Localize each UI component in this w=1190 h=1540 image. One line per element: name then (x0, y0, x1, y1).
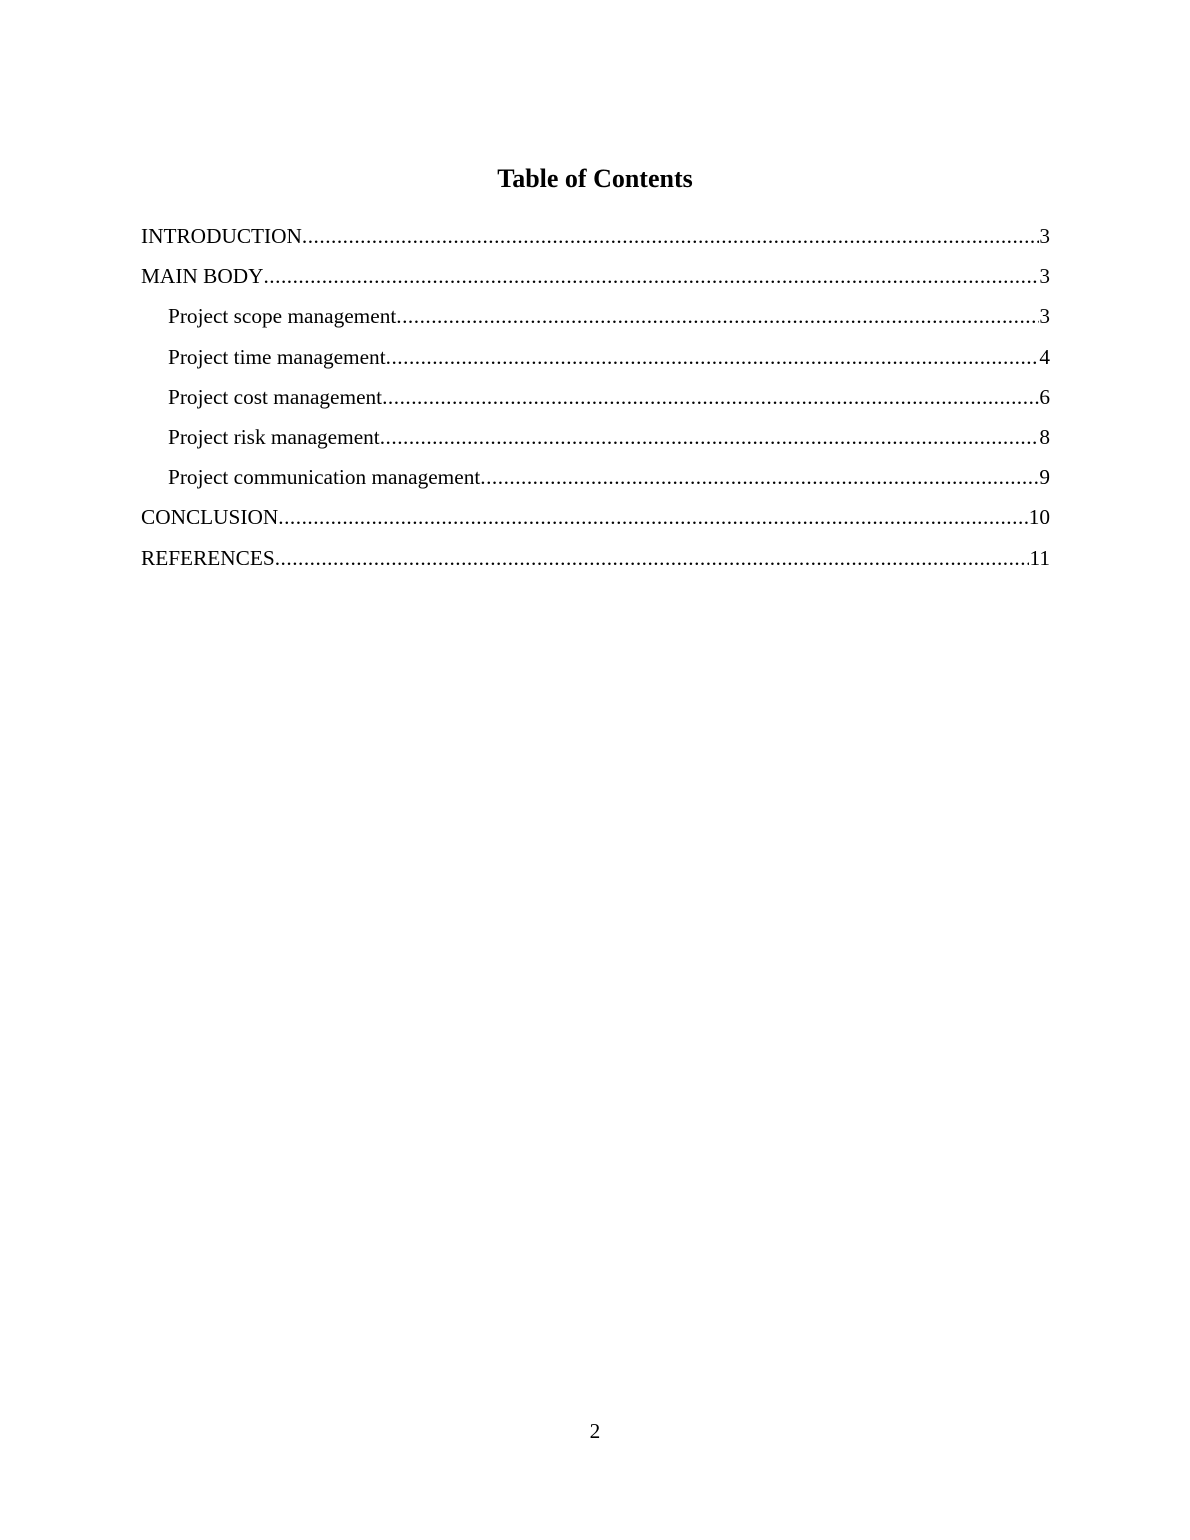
toc-entry-label: INTRODUCTION (141, 224, 302, 248)
toc-entry-page: 11 (1029, 545, 1050, 570)
toc-dot-leader (386, 341, 1040, 373)
toc-entry-page: 8 (1039, 424, 1050, 449)
toc-entry-page: 3 (1039, 224, 1050, 248)
toc-entry-project-time-management[interactable] (141, 341, 1050, 381)
toc-entry-conclusion[interactable] (141, 501, 1050, 541)
toc-entry-page: 9 (1039, 465, 1050, 490)
toc-entry-references[interactable] (141, 542, 1050, 582)
toc-entry-label: CONCLUSION (141, 505, 279, 530)
toc-dot-leader (278, 501, 1028, 533)
toc-entry-introduction[interactable] (141, 220, 1050, 260)
toc-entry-label: Project scope management (168, 304, 397, 329)
toc-dot-leader (380, 421, 1040, 453)
toc-entry-page: 3 (1039, 264, 1050, 289)
toc-entry-page: 3 (1039, 304, 1050, 329)
page-number: 2 (589, 1419, 601, 1443)
toc-dot-leader (396, 300, 1039, 332)
toc-entry-page: 6 (1039, 384, 1050, 409)
toc-entry-project-scope-management[interactable] (141, 300, 1050, 340)
toc-dot-leader (302, 220, 1039, 252)
toc-entry-label: Project cost management (168, 384, 383, 409)
toc-entry-project-risk-management[interactable] (141, 421, 1050, 461)
toc-entry-label: Project communication management (168, 465, 481, 490)
toc-entry-project-cost-management[interactable] (141, 381, 1050, 421)
table-of-contents (141, 220, 1050, 582)
toc-entry-main-body[interactable] (141, 260, 1050, 300)
page-title: Table of Contents (497, 164, 693, 193)
toc-dot-leader (275, 542, 1030, 574)
toc-entry-label: Project time management (168, 344, 386, 369)
toc-entry-label: MAIN BODY (141, 264, 264, 289)
toc-entry-project-communication-management[interactable] (141, 461, 1050, 501)
toc-entry-label: Project risk management (168, 424, 380, 449)
toc-dot-leader (382, 381, 1039, 413)
toc-dot-leader (263, 260, 1039, 292)
toc-entry-page: 10 (1028, 505, 1050, 530)
toc-entry-page: 4 (1039, 344, 1050, 369)
toc-entry-label: REFERENCES (141, 545, 275, 570)
toc-dot-leader (480, 461, 1039, 493)
